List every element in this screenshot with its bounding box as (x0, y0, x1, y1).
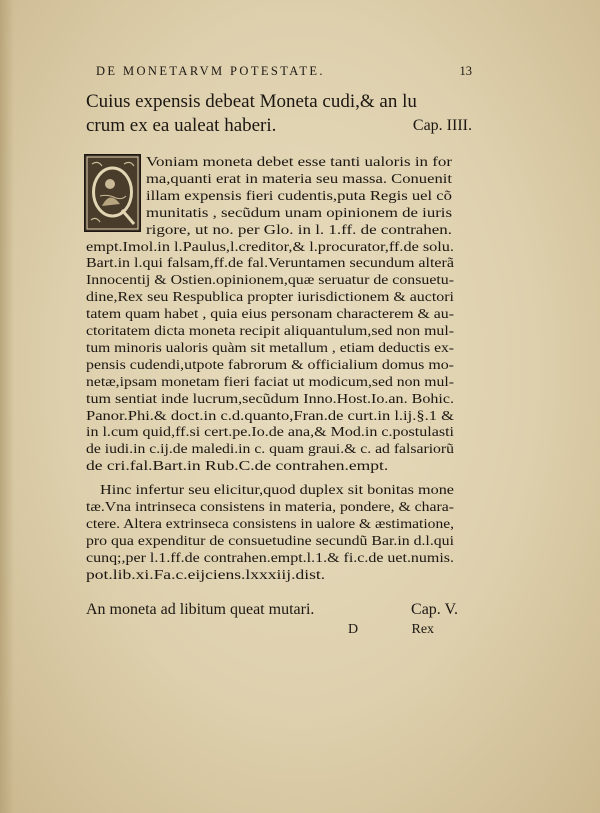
text-line: Bart.in l.qui falsam,ff.de fal.Veruntamen secundum alterã (86, 256, 454, 272)
text-line: Hinc infertur seu elicitur,quod duplex sit bonitas mone (100, 483, 454, 498)
signature-mark: D (348, 622, 359, 637)
text-line: ctere. Altera extrinseca consistens in ualore & æstimatione, (86, 516, 454, 532)
text-line: netæ,ipsam monetam fieri faciat ut modicum,sed non mul- (86, 374, 454, 390)
text-line: de iudi.in c.ij.de maledi.in c. quam graui.& c. ad falsariorũ (86, 442, 455, 458)
text-line: dine,Rex seu Respublica propter iurisdictionem & auctori (86, 290, 454, 306)
text-line: ctoritatem dicta moneta recipit aliquantulum,sed non mul- (86, 324, 454, 339)
text-line: in l.cum quid,ff.si cert.pe.Io.de ana,& Mod.in c.postulasti (86, 425, 454, 441)
text-line: tæ.Vna intrinseca consistens in materia, pondere, & chara- (86, 499, 454, 515)
text-line: tum minoris ualoris quàm sit metallum , etiam deductis ex- (86, 340, 454, 356)
next-chapter-number: Cap. V. (411, 601, 458, 618)
text-line: tum sentiat inde lucrum,secũdum Inno.Host.Io.an. Bohic. (86, 391, 455, 407)
text-line: Panor.Phi.& doct.in c.d.quanto,Fran.de curt.in l.ij.§.1 & (86, 408, 454, 424)
running-title: DE MONETARVM POTESTATE. (96, 64, 325, 78)
text-line: munitatis , secũdum unam opinionem de iuris (146, 205, 452, 221)
text-line: de cri.fal.Bart.in Rub.C.de contrahen.empt. (86, 459, 389, 475)
text-line: pensis cudendi,utpote fabrorum & officialium domus mo- (86, 357, 454, 373)
text-line: tatem quam habet , quia eius personam characterem & au- (86, 307, 454, 323)
running-header (96, 64, 472, 79)
catchword-line (348, 622, 434, 638)
page-gutter-shadow (0, 0, 14, 813)
text-line: illam expensis fieri cudentis,puta Regis uel cõ (146, 188, 452, 204)
next-chapter-heading (86, 600, 456, 620)
text-line: Voniam moneta debet esse tanti ualoris in for (146, 155, 452, 170)
text-line: ma,quanti erat in materia seu massa. Conuenit (146, 171, 452, 187)
chapter-title-line-1: Cuius expensis debeat Moneta cudi,& an lu (86, 91, 417, 112)
text-line: pot.lib.xi.Fa.c.eijciens.lxxxiij.dist. (86, 567, 326, 583)
decorated-initial-Q-icon (84, 154, 141, 232)
text-line: rigore, ut no. per Glo. in l. 1.ff. de contrahen. (146, 222, 452, 238)
text-line: pro qua expenditur de consuetudine secundũ Bar.in d.l.qui (86, 533, 454, 549)
next-chapter-title: An moneta ad libitum queat mutari. (86, 601, 315, 618)
chapter-heading (86, 90, 472, 138)
catchword: Rex (411, 622, 435, 637)
chapter-title-line-2: crum ex ea ualeat haberi. (86, 115, 277, 136)
folio-number: 13 (459, 64, 472, 78)
text-line: cunq;,per l.1.ff.de contrahen.empt.l.1.& fi.c.de uet.numis. (86, 550, 454, 566)
chapter-number: Cap. IIII. (412, 117, 472, 134)
text-line: Innocentij & Ostien.opinionem,quæ seruatur de consuetu- (86, 273, 454, 289)
text-line: empt.Imol.in l.Paulus,l.creditor,& l.procurator,ff.de solu. (86, 239, 454, 255)
